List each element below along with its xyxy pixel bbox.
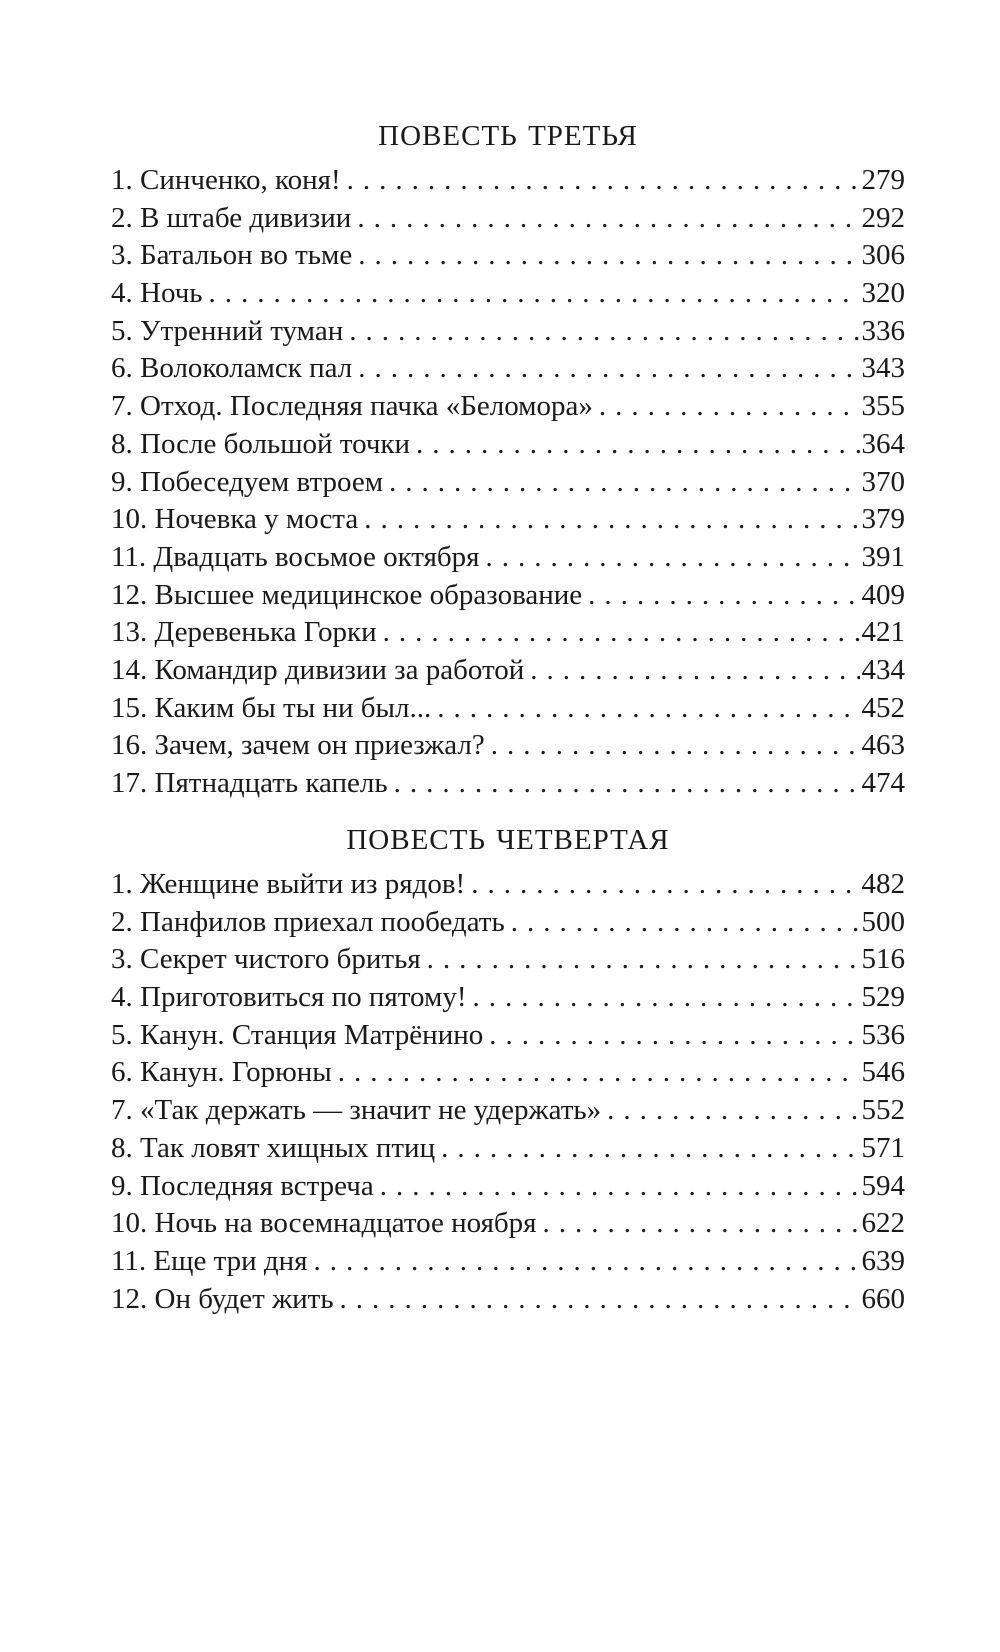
toc-entry-title: 5. Канун. Станция Матрёнино: [111, 1018, 484, 1051]
toc-entry: [111, 162, 905, 200]
toc-entry: [111, 1205, 905, 1243]
toc-leader-dots: [416, 426, 859, 464]
toc-page-number: 482: [861, 868, 905, 900]
toc-entry-title: 12. Он будет жить: [111, 1282, 334, 1315]
toc-leader-dots: [383, 614, 860, 652]
toc-page-number: 391: [861, 540, 905, 573]
toc-entry-title: 3. Батальон во тьме: [111, 239, 353, 272]
toc-entry: [111, 1017, 905, 1055]
toc-page-number: 336: [861, 314, 905, 347]
toc-page-number: 379: [861, 503, 905, 536]
toc-entry-title: 5. Утренний туман: [111, 314, 344, 347]
toc-entry-title: 10. Ночевка у моста: [111, 503, 359, 536]
toc-entry-title: 8. После большой точки: [111, 427, 411, 460]
toc-entry: [111, 904, 905, 942]
toc-entry-title: 11. Еще три дня: [111, 1244, 308, 1277]
toc-entry-title: 11. Двадцать восьмое октября: [111, 540, 480, 573]
toc-entry: [111, 539, 905, 577]
toc-leader-dots: [340, 1281, 860, 1319]
toc-entry: [111, 1092, 905, 1130]
toc-page-number: 474: [861, 767, 905, 799]
toc-entry-title: 14. Командир дивизии за работой: [111, 653, 525, 686]
toc-page-number: 660: [861, 1282, 905, 1315]
toc-leader-dots: [358, 237, 859, 275]
toc-leader-dots: [543, 1205, 860, 1243]
toc-entry: [111, 577, 905, 615]
toc-entry-title: 2. Панфилов приехал пообедать: [111, 905, 505, 938]
toc-leader-dots: [394, 765, 860, 803]
toc-leader-dots: [389, 464, 859, 502]
toc-page-number: 452: [861, 691, 905, 724]
toc-page-number: 500: [861, 905, 905, 938]
section-povest-chetvertaya: [111, 820, 905, 1318]
toc-leader-dots: [314, 1243, 860, 1281]
toc-entry-title: 3. Секрет чистого бритья: [111, 943, 421, 976]
toc-entry-title: 1. Синченко, коня!: [111, 164, 341, 196]
toc-page-number: 364: [861, 427, 905, 460]
toc-leader-dots: [338, 1054, 860, 1092]
toc-page-number: 639: [861, 1244, 905, 1277]
toc-leader-dots: [349, 313, 859, 351]
toc-entry: [111, 464, 905, 502]
toc-leader-dots: [599, 388, 860, 426]
toc-entry: [111, 1243, 905, 1281]
toc-page-number: 343: [861, 352, 905, 385]
toc-entry: [111, 1054, 905, 1092]
toc-leader-dots: [347, 162, 860, 200]
toc-page-number: 306: [861, 239, 905, 272]
toc-leader-dots: [473, 979, 860, 1017]
toc-leader-dots: [427, 941, 860, 979]
toc-entry-title: 1. Женщине выйти из рядов!: [111, 868, 466, 900]
toc-page-number: 546: [861, 1056, 905, 1089]
toc-entry: [111, 941, 905, 979]
toc-entry: [111, 313, 905, 351]
toc-entry: [111, 727, 905, 765]
toc-entry-title: 9. Побеседуем втроем: [111, 465, 384, 498]
toc-entry-title: 4. Ночь: [111, 277, 203, 310]
toc-entry: [111, 200, 905, 238]
toc-page-number: 552: [861, 1094, 905, 1127]
toc-entry: [111, 690, 905, 728]
toc-entry-title: 7. «Так держать — значит не удержать»: [111, 1094, 602, 1127]
toc-entry: [111, 501, 905, 539]
toc-leader-dots: [511, 904, 860, 942]
toc-entry: [111, 1130, 905, 1168]
toc-page-number: 292: [861, 201, 905, 234]
toc-page-number: 421: [861, 616, 905, 649]
toc-entry-title: 2. В штабе дивизии: [111, 201, 352, 234]
toc-page-number: 320: [861, 277, 905, 310]
toc-entry-title: 7. Отход. Последняя пачка «Беломора»: [111, 390, 593, 423]
toc-entry-title: 10. Ночь на восемнадцатое ноября: [111, 1207, 537, 1240]
toc-entry: [111, 1168, 905, 1206]
toc-entry-title: 9. Последняя встреча: [111, 1169, 374, 1202]
toc-entry: [111, 426, 905, 464]
section-povest-tretya: [111, 116, 905, 803]
toc-list: [111, 866, 905, 1318]
toc-entry-title: 17. Пятнадцать капель: [111, 767, 388, 799]
section-title: ПОВЕСТЬ ТРЕТЬЯ: [378, 120, 638, 152]
toc-leader-dots: [380, 1168, 860, 1206]
toc-page-number: 409: [861, 578, 905, 611]
toc-entry: [111, 866, 905, 904]
toc-page-number: 279: [861, 164, 905, 196]
toc-page-number: 529: [861, 981, 905, 1014]
toc-page-number: 463: [861, 729, 905, 762]
toc-page-number: 594: [861, 1169, 905, 1202]
toc-entry-title: 4. Приготовиться по пятому!: [111, 981, 467, 1014]
toc-entry-title: 6. Канун. Горюны: [111, 1056, 332, 1089]
toc-entry: [111, 652, 905, 690]
toc-entry-title: 8. Так ловят хищных птиц: [111, 1131, 436, 1164]
toc-page-number: 516: [861, 943, 905, 976]
toc-page-number: 434: [861, 653, 905, 686]
toc-leader-dots: [588, 577, 859, 615]
toc-leader-dots: [489, 1017, 859, 1055]
toc-entry: [111, 388, 905, 426]
toc-entry-title: 13. Деревенька Горки: [111, 616, 377, 649]
toc-page-number: 370: [861, 465, 905, 498]
toc-leader-dots: [491, 727, 860, 765]
toc-leader-dots: [530, 652, 859, 690]
toc-entry-title: 16. Зачем, зачем он приезжал?: [111, 729, 485, 762]
toc-entry: [111, 237, 905, 275]
toc-leader-dots: [357, 200, 859, 238]
toc-leader-dots: [209, 275, 860, 313]
toc-entry: [111, 1281, 905, 1319]
toc-leader-dots: [437, 690, 859, 728]
toc-leader-dots: [486, 539, 860, 577]
toc-entry: [111, 614, 905, 652]
toc-entry: [111, 765, 905, 803]
toc-leader-dots: [441, 1130, 859, 1168]
toc-page-number: 536: [861, 1018, 905, 1051]
toc-entry-title: 15. Каким бы ты ни был...: [111, 691, 432, 724]
toc-entry: [111, 350, 905, 388]
toc-entry: [111, 979, 905, 1017]
toc-list: [111, 162, 905, 803]
toc-leader-dots: [358, 350, 859, 388]
toc-page-number: 355: [861, 390, 905, 423]
toc-entry-title: 12. Высшее медицинское образование: [111, 578, 583, 611]
section-title: ПОВЕСТЬ ЧЕТВЕРТАЯ: [346, 824, 670, 856]
toc-page-number: 622: [861, 1207, 905, 1240]
toc-leader-dots: [607, 1092, 859, 1130]
toc-leader-dots: [471, 866, 859, 904]
toc-entry: [111, 275, 905, 313]
toc-leader-dots: [364, 501, 859, 539]
toc-page-number: 571: [861, 1131, 905, 1164]
toc-entry-title: 6. Волоколамск пал: [111, 352, 353, 385]
